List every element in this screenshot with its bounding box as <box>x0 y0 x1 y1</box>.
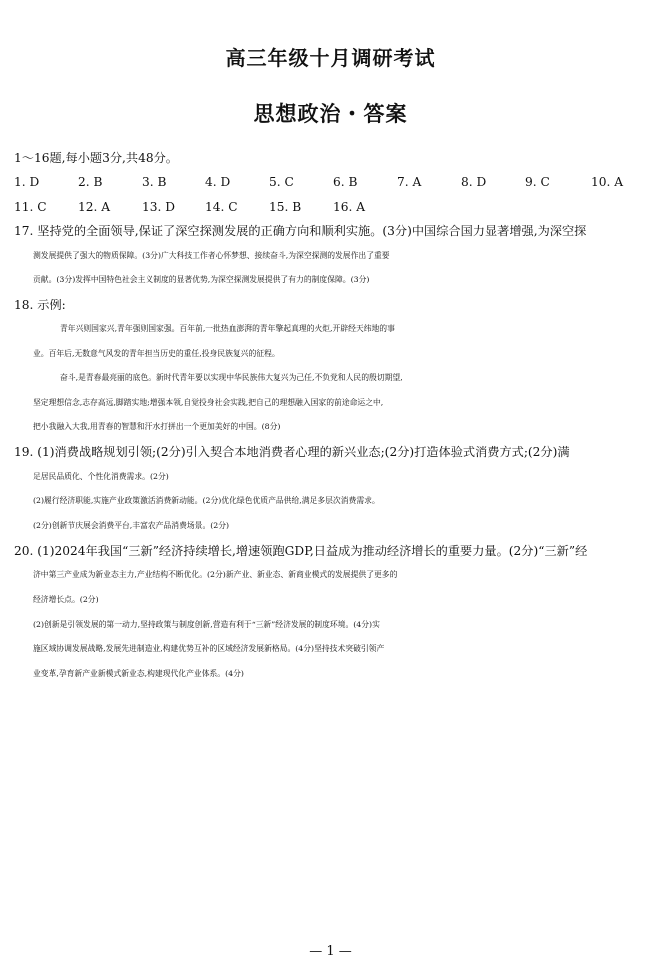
q20-line: 业变革,孕育新产业新模式新业态,构建现代化产业体系。(4分) <box>33 669 244 678</box>
mc-answer: 5. C <box>269 175 294 189</box>
q18-line: 坚定理想信念,志存高远,脚踏实地;增强本领,自觉投身社会实践,把自己的理想融入国家的前途命运之中, <box>33 398 384 407</box>
mc-answer: 12. A <box>78 200 111 214</box>
mc-answer: 8. D <box>461 175 487 189</box>
mc-answer: 16. A <box>333 200 366 214</box>
mc-answer: 2. B <box>78 175 103 189</box>
q18-line: 青年兴则国家兴,青年强则国家强。百年前,一批热血澎湃的青年擎起真理的火炬,开辟经天纬地的事 <box>60 324 395 333</box>
q18-label: 18. 示例: <box>14 298 66 312</box>
mc-answer: 15. B <box>269 200 302 214</box>
mc-answer: 10. A <box>591 175 624 189</box>
q17-line: 17. 坚持党的全面领导,保证了深空探测发展的正确方向和顺利实施。(3分)中国综合国力显著增强,为深空探 <box>14 224 587 238</box>
mc-answer: 11. C <box>14 200 47 214</box>
q20-line: (2)创新是引领发展的第一动力,坚持政策与制度创新,营造有利于“三新”经济发展的制度环境。(4分)实 <box>33 620 380 629</box>
section1-intro: 1～16题,每小题3分,共48分。 <box>14 151 178 165</box>
q20-line: 20. (1)2024年我国“三新”经济持续增长,增速领跑GDP,日益成为推动经济增长的重要力量。(2分)“三新”经 <box>14 544 588 558</box>
mc-answer: 13. D <box>142 200 176 214</box>
q19-line: 19. (1)消费战略规划引领;(2分)引入契合本地消费者心理的新兴业态;(2分)打造体验式消费方式;(2分)满 <box>14 445 570 459</box>
mc-answers-row-2 <box>14 195 648 219</box>
q18-line: 业。百年后,无数意气风发的青年担当历史的重任,投身民族复兴的征程。 <box>33 349 280 358</box>
mc-answer: 4. D <box>205 175 231 189</box>
q20-line: 施区域协调发展战略,发展先进制造业,构建优势互补的区域经济发展新格局。(4分)坚持技术突破引领产 <box>33 644 385 653</box>
mc-answer: 14. C <box>205 200 238 214</box>
mc-answer: 7. A <box>397 175 422 189</box>
exam-title: 高三年级十月调研考试 <box>225 46 436 70</box>
q18-line: 把小我融入大我,用青春的智慧和汗水打拼出一个更加美好的中国。(8分) <box>33 422 281 431</box>
q17-line: 测发展提供了强大的物质保障。(3分)广大科技工作者心怀梦想、接续奋斗,为深空探测的发展作出了重要 <box>33 251 390 260</box>
q17-line: 贡献。(3分)发挥中国特色社会主义制度的显著优势,为深空探测发展提供了有力的制度保障。(3分) <box>33 275 370 284</box>
q19-line: (2分)创新节庆展会消费平台,丰富农产品消费场景。(2分) <box>33 521 230 530</box>
q20-line: 经济增长点。(2分) <box>33 595 99 604</box>
q19-line: 足居民品质化、个性化消费需求。(2分) <box>33 472 169 481</box>
mc-answer: 3. B <box>142 175 167 189</box>
page-number: — 1 — <box>309 944 352 959</box>
mc-answer: 9. C <box>525 175 550 189</box>
mc-answer: 6. B <box>333 175 358 189</box>
mc-answer: 1. D <box>14 175 40 189</box>
q19-line: (2)履行经济职能,实施产业政策激活消费新动能。(2分)优化绿色优质产品供给,满足多层次消费需求。 <box>33 496 380 505</box>
q18-line: 奋斗,是青春最亮丽的底色。新时代青年要以实现中华民族伟大复兴为己任,不负党和人民的殷切期望, <box>60 373 403 382</box>
q20-line: 济中第三产业成为新业态主力,产业结构不断优化。(2分)新产业、新业态、新商业模式的发展提供了更多的 <box>33 570 398 579</box>
mc-answers-row-1 <box>14 170 648 194</box>
exam-subtitle: 思想政治・答案 <box>253 102 408 126</box>
